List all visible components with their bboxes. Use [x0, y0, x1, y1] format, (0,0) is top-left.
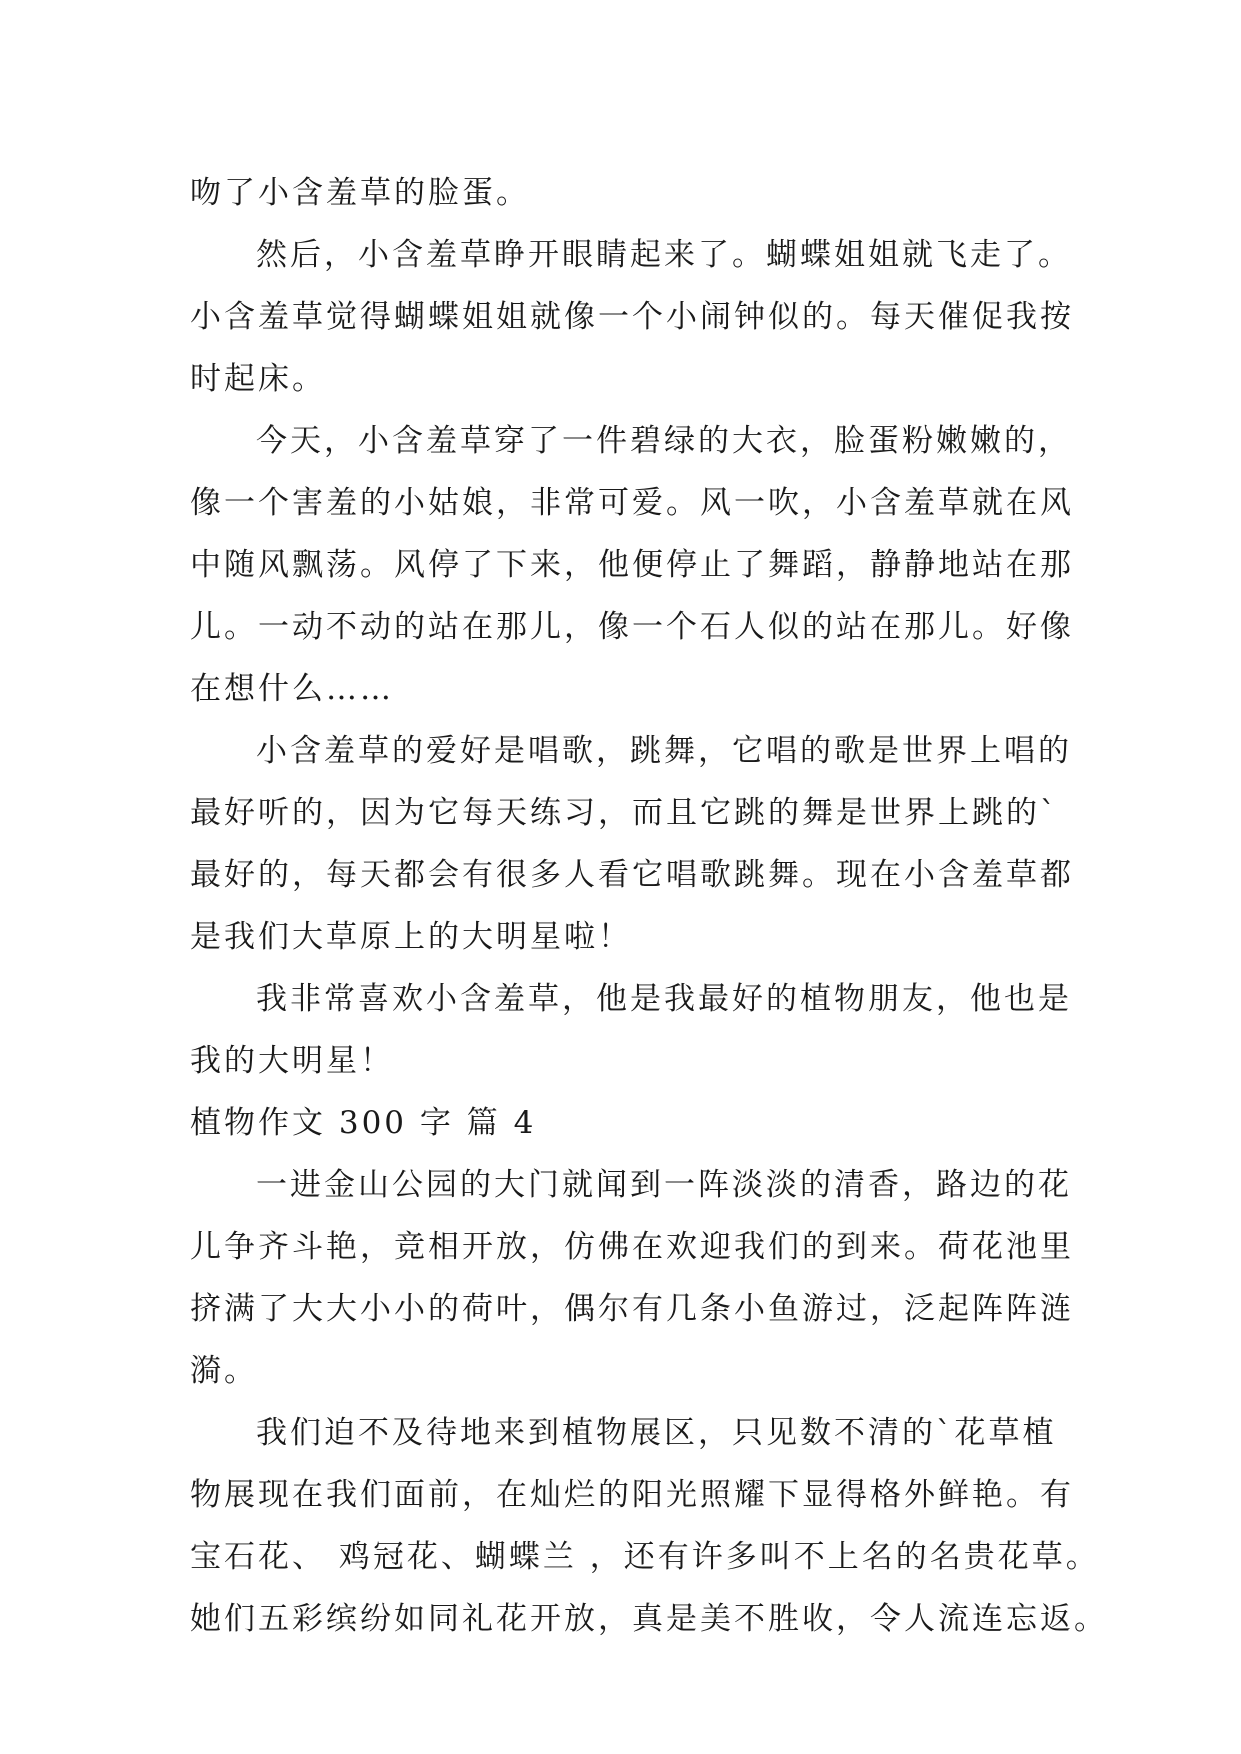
- text-line: 然后，小含羞草睁开眼睛起来了。蝴蝶姐姐就飞走了。: [256, 237, 1072, 273]
- text-line: 挤满了大大小小的荷叶，偶尔有几条小鱼游过，泛起阵阵涟: [190, 1291, 1074, 1327]
- text-line: 儿。一动不动的站在那儿，像一个石人似的站在那儿。好像: [190, 609, 1074, 645]
- text-line: 一进金山公园的大门就闻到一阵淡淡的清香，路边的花: [256, 1167, 1072, 1203]
- text-line: 漪。: [190, 1353, 258, 1389]
- text-line: 她们五彩缤纷如同礼花开放，真是美不胜收，令人流连忘返。: [190, 1601, 1108, 1637]
- text-line: 物展现在我们面前，在灿烂的阳光照耀下显得格外鲜艳。有: [190, 1477, 1074, 1513]
- text-line: 中随风飘荡。风停了下来，他便停止了舞蹈，静静地站在那: [190, 547, 1074, 583]
- text-line: 吻了小含羞草的脸蛋。: [190, 175, 530, 211]
- text-line: 我的大明星！: [190, 1043, 394, 1079]
- text-line: 最好的，每天都会有很多人看它唱歌跳舞。现在小含羞草都: [190, 857, 1074, 893]
- text-line: 宝石花、 鸡冠花、蝴蝶兰 ，还有许多叫不上名的名贵花草。: [190, 1539, 1100, 1575]
- text-line: 在想什么……: [190, 671, 394, 707]
- text-line: 小含羞草的爱好是唱歌，跳舞，它唱的歌是世界上唱的: [256, 733, 1072, 769]
- text-line: 我们迫不及待地来到植物展区，只见数不清的`花草植: [256, 1415, 1057, 1451]
- text-line: 我非常喜欢小含羞草，他是我最好的植物朋友，他也是: [256, 981, 1072, 1017]
- text-line: 儿争齐斗艳，竞相开放，仿佛在欢迎我们的到来。荷花池里: [190, 1229, 1074, 1265]
- document-body: [190, 162, 1108, 1650]
- text-line: 最好听的，因为它每天练习，而且它跳的舞是世界上跳的`: [190, 795, 1059, 831]
- text-line: 是我们大草原上的大明星啦！: [190, 919, 632, 955]
- text-line: 今天，小含羞草穿了一件碧绿的大衣，脸蛋粉嫩嫩的，: [256, 423, 1072, 459]
- section-heading: 植物作文 300 字 篇 4: [190, 1105, 537, 1141]
- text-line: 时起床。: [190, 361, 326, 397]
- text-line: 像一个害羞的小姑娘，非常可爱。风一吹，小含羞草就在风: [190, 485, 1074, 521]
- text-line: 小含羞草觉得蝴蝶姐姐就像一个小闹钟似的。每天催促我按: [190, 299, 1074, 335]
